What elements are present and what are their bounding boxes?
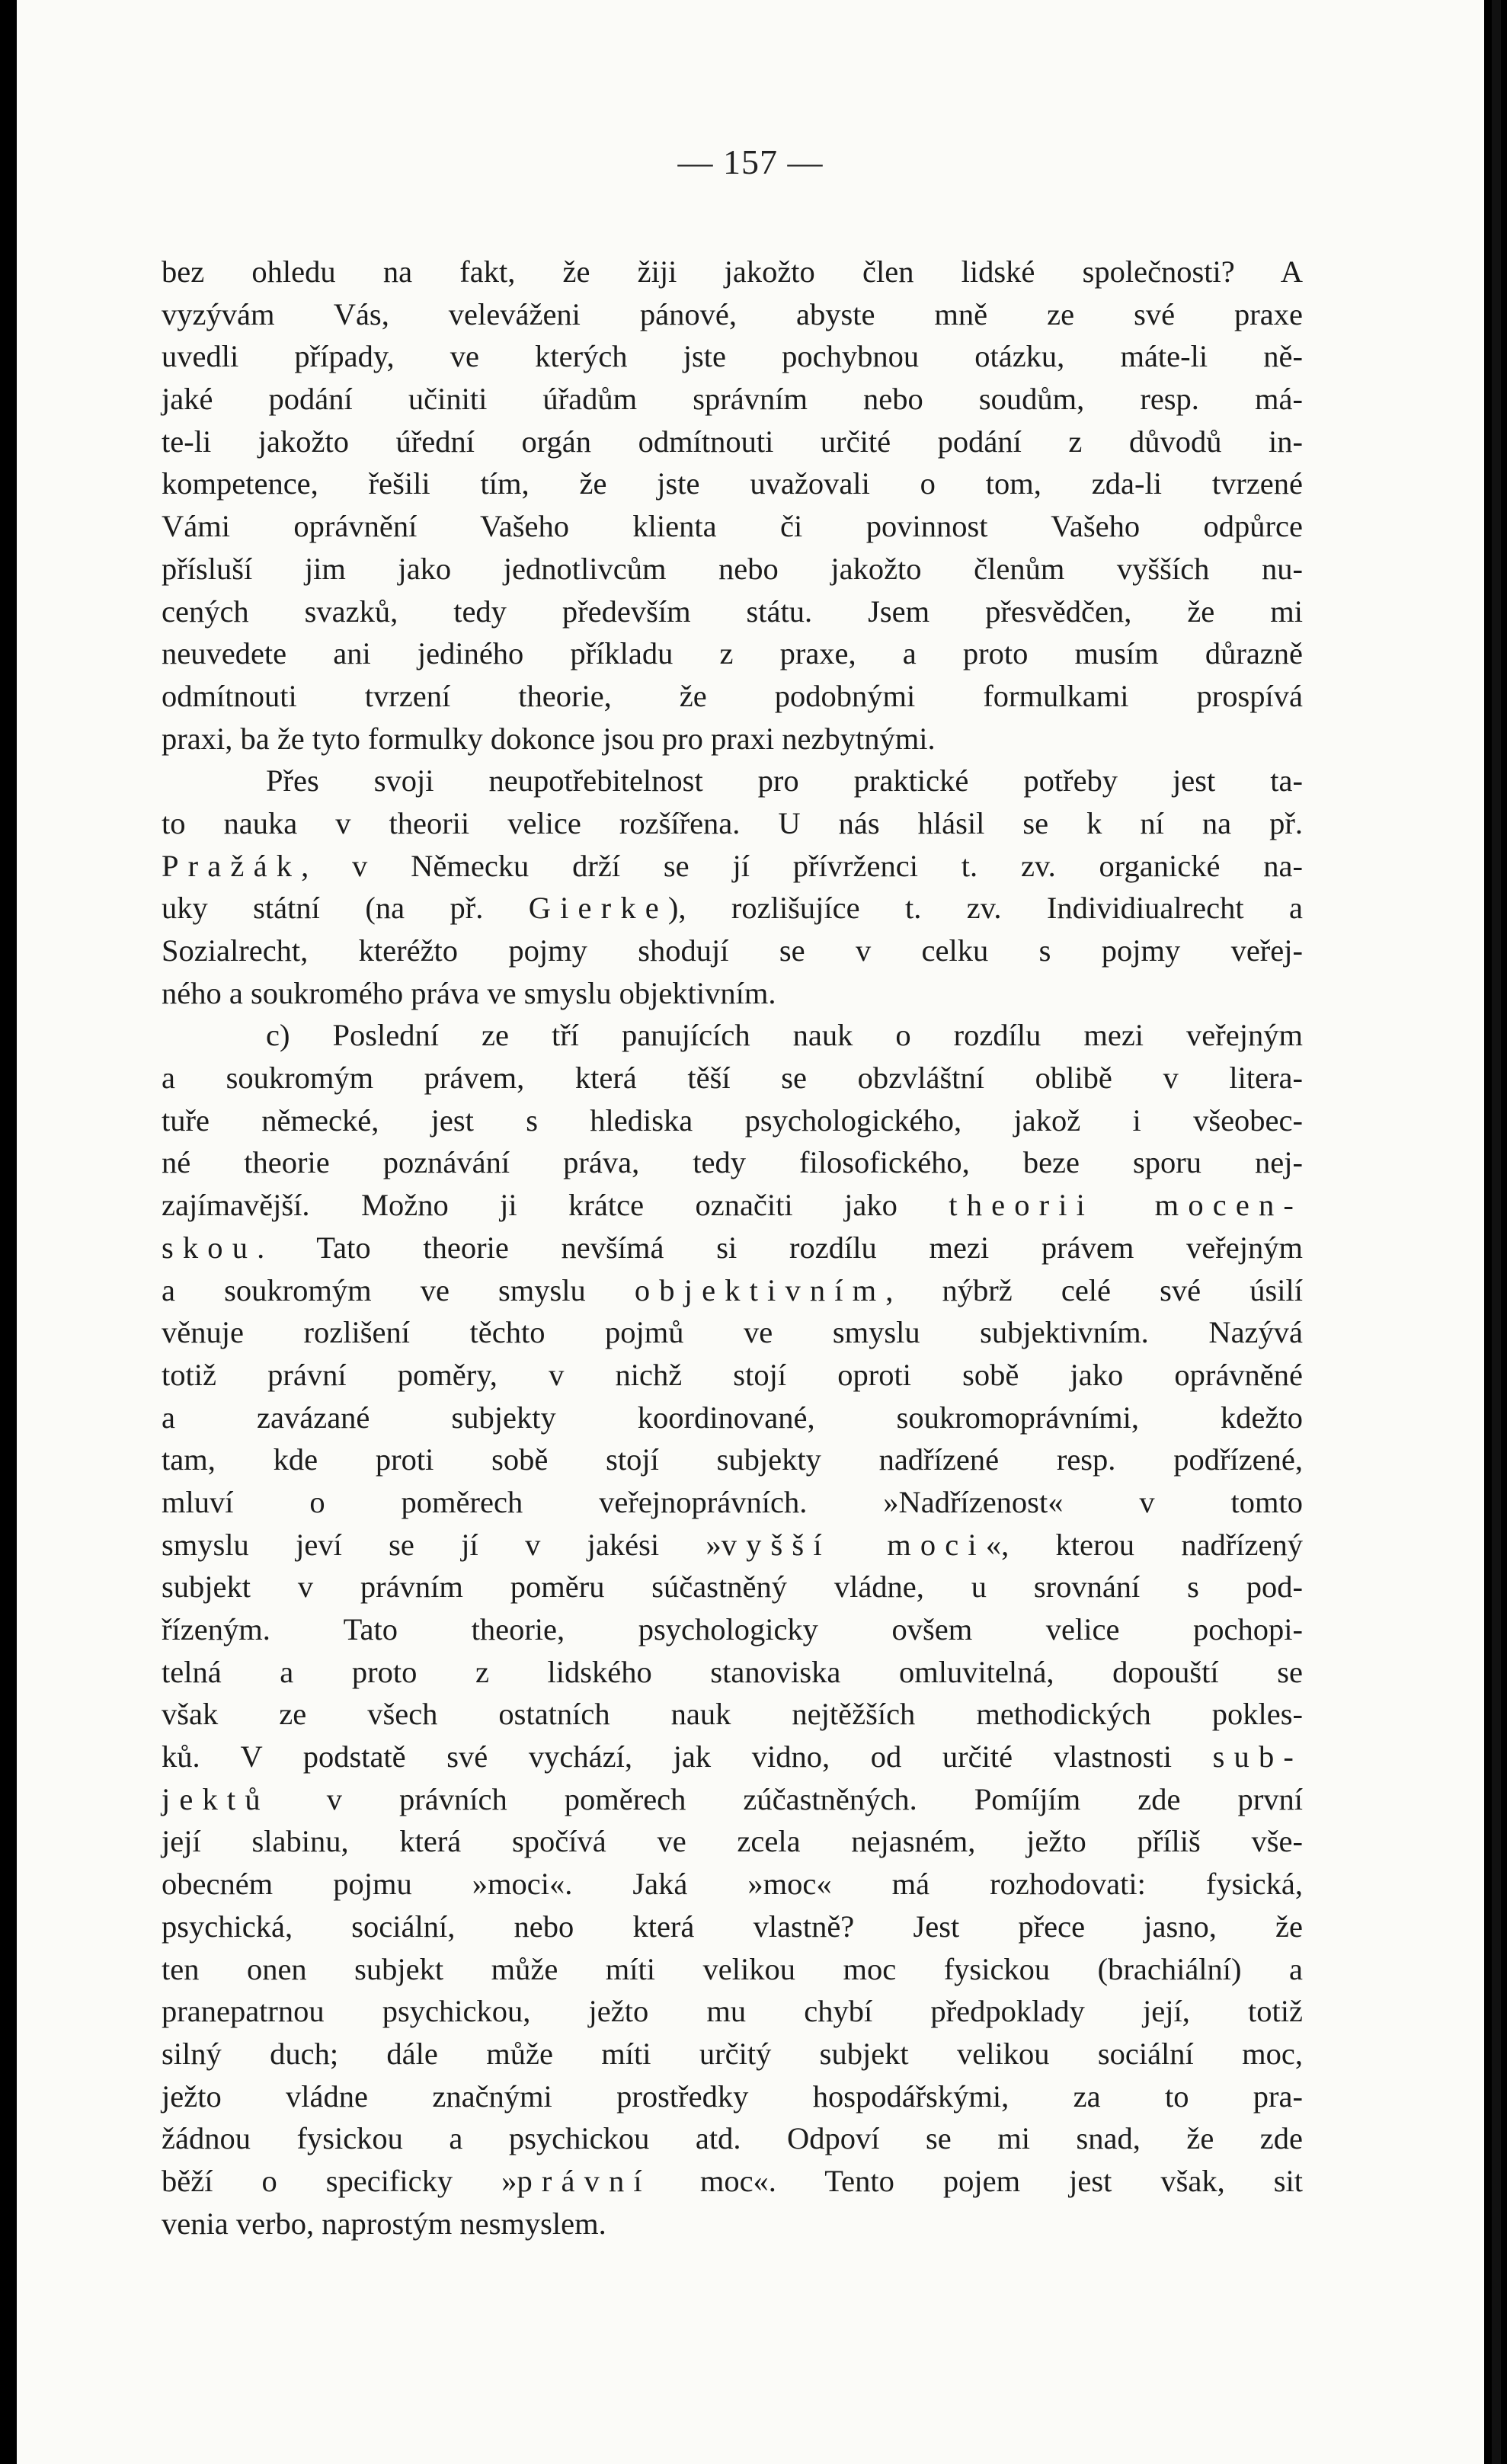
spaced-emphasis: Gierke [528, 891, 668, 926]
text-line: Přes svoji neupotřebitelnost pro praktické potřeby jest ta- [266, 763, 1303, 798]
spaced-emphasis: sub- [1212, 1739, 1303, 1774]
text-line: vyzývám Vás, veleváženi pánové, abyste mně ze své praxe [162, 296, 1303, 331]
spaced-emphasis: objektivním [634, 1272, 886, 1307]
page-number: — 157 — [677, 142, 824, 181]
text-line: Vámi oprávnění Vašeho klienta či povinnost Vašeho odpůrce [162, 509, 1303, 544]
text-line: né theorie poznávání práva, tedy filosofického, beze sporu nej- [162, 1145, 1303, 1180]
text-line: a zavázané subjekty koordinované, soukromoprávními, kdežto [162, 1400, 1303, 1435]
text-line: praxi, ba že tyto formulky dokonce jsou pro praxi nezbytnými. [162, 721, 936, 756]
text-line: tuře německé, jest s hlediska psychologického, jakož i všeobec- [162, 1102, 1303, 1138]
text-segment: ), rozlišujíce t. zv. Individiualrecht a [667, 891, 1303, 926]
text-line: cených svazků, tedy především státu. Jsem přesvědčen, že mi [162, 594, 1303, 629]
text-line: telná a proto z lidského stanoviska omluvitelná, dopouští se [162, 1654, 1303, 1689]
text-segment: v právních poměrech zúčastněných. Pomíjím zde první [269, 1781, 1303, 1816]
text-line: kompetence, řešili tím, že jste uvažovali o tom, zda-li tvrzené [162, 466, 1303, 501]
text-line: uvedli případy, ve kterých jste pochybnou otázku, máte-li ně- [162, 339, 1303, 374]
text-line: ježto vládne značnými prostředky hospodářskými, za to pra- [162, 2078, 1303, 2114]
text-line: bez ohledu na fakt, že žiji jakožto člen lidské společnosti? A [162, 254, 1303, 289]
spaced-emphasis: vyšší moci [721, 1527, 986, 1562]
text-segment: zajímavější. Možno ji krátce označiti jako [162, 1188, 949, 1223]
text-line: neuvedete ani jediného příkladu z praxe, a proto musím důrazně [162, 636, 1303, 671]
text-line [162, 1227, 1303, 1269]
text-line: pranepatrnou psychickou, ježto mu chybí předpoklady její, totiž [162, 1994, 1303, 2029]
text-line: totiž právní poměry, v nichž stojí oproti sobě jako oprávněné [162, 1357, 1303, 1392]
text-segment: . Tato theorie nevšímá si rozdílu mezi právem veřejným [257, 1230, 1303, 1265]
text-line [162, 1184, 1303, 1227]
text-line: obecném pojmu »moci«. Jaká »moc« má rozhodovati: fysická, [162, 1867, 1303, 1902]
spaced-emphasis: theorii mocen- [949, 1188, 1304, 1223]
text-segment: uky státní (na př. [162, 891, 529, 926]
text-line: te-li jakožto úřední orgán odmítnouti určité podání z důvodů in- [162, 424, 1303, 459]
spaced-emphasis: Pražák [162, 848, 302, 883]
text-line: c) Poslední ze tří panujících nauk o rozdílu mezi veřejným [266, 1018, 1303, 1053]
text-line: ten onen subjekt může míti velikou moc fysickou (brachiální) a [162, 1951, 1303, 1986]
text-line: ného a soukromého práva ve smyslu objektivním. [162, 975, 776, 1010]
text-line: tam, kde proti sobě stojí subjekty nadřízené resp. podřízené, [162, 1442, 1303, 1477]
text-line [162, 887, 1303, 930]
text-line: odmítnouti tvrzení theorie, že podobnými formulkami prospívá [162, 678, 1303, 713]
text-line [162, 1524, 1303, 1566]
spaced-emphasis: právní [517, 2163, 651, 2198]
text-line: věnuje rozlišení těchto pojmů ve smyslu subjektivním. Nazývá [162, 1315, 1303, 1350]
text-segment: běží o specificky » [162, 2163, 517, 2198]
text-line: to nauka v theorii velice rozšířena. U nás hlásil se k ní na př. [162, 805, 1303, 840]
text-line [162, 845, 1303, 888]
text-line [162, 1736, 1303, 1778]
text-line: silný duch; dále může míti určitý subjekt velikou sociální moc, [162, 2036, 1303, 2071]
text-line: přísluší jim jako jednotlivcům nebo jakožto členům vyšších nu- [162, 551, 1303, 586]
text-line: však ze všech ostatních nauk nejtěžších methodických pokles- [162, 1697, 1303, 1732]
text-line: psychická, sociální, nebo která vlastně? Jest přece jasno, že [162, 1909, 1303, 1944]
text-segment: , v Německu drží se jí přívrženci t. zv. organické na- [301, 848, 1303, 883]
text-line [162, 2160, 1303, 2203]
text-segment: , nýbrž celé své úsilí [885, 1272, 1303, 1307]
text-segment: moc«. Tento pojem jest však, sit [651, 2163, 1304, 2198]
text-line: a soukromým právem, která těší se obzvláštní oblibě v litera- [162, 1061, 1303, 1096]
body-text [162, 251, 1303, 2245]
text-line: mluví o poměrech veřejnoprávních. »Nadřízenost« v tomto [162, 1484, 1303, 1519]
spaced-emphasis: jektů [162, 1781, 270, 1816]
text-line: žádnou fysickou a psychickou atd. Odpoví se mi snad, že zde [162, 2121, 1303, 2156]
page-edge-shadow [1492, 0, 1501, 2464]
text-line [162, 1778, 1303, 1821]
text-line: venia verbo, naprostým nesmyslem. [162, 2206, 606, 2241]
spaced-emphasis: skou [162, 1230, 258, 1265]
text-line [162, 1269, 1303, 1312]
text-line: řízeným. Tato theorie, psychologicky ovšem velice pochopi- [162, 1612, 1303, 1646]
text-segment: ků. V podstatě své vychází, jak vidno, od určité vlastnosti [162, 1739, 1213, 1774]
text-segment: smyslu jeví se jí v jakési » [162, 1527, 722, 1562]
text-line: Sozialrecht, kteréžto pojmy shodují se v celku s pojmy veřej- [162, 933, 1303, 968]
text-line: subjekt v právním poměru súčastněný vládne, u srovnání s pod- [162, 1570, 1303, 1605]
text-line: jaké podání učiniti úřadům správním nebo soudům, resp. má- [162, 382, 1303, 417]
text-segment: «, kterou nadřízený [985, 1527, 1303, 1562]
text-line: její slabinu, která spočívá ve zcela nejasném, ježto příliš vše- [162, 1824, 1303, 1859]
book-page [17, 0, 1484, 2464]
text-segment: a soukromým ve smyslu [162, 1272, 635, 1307]
